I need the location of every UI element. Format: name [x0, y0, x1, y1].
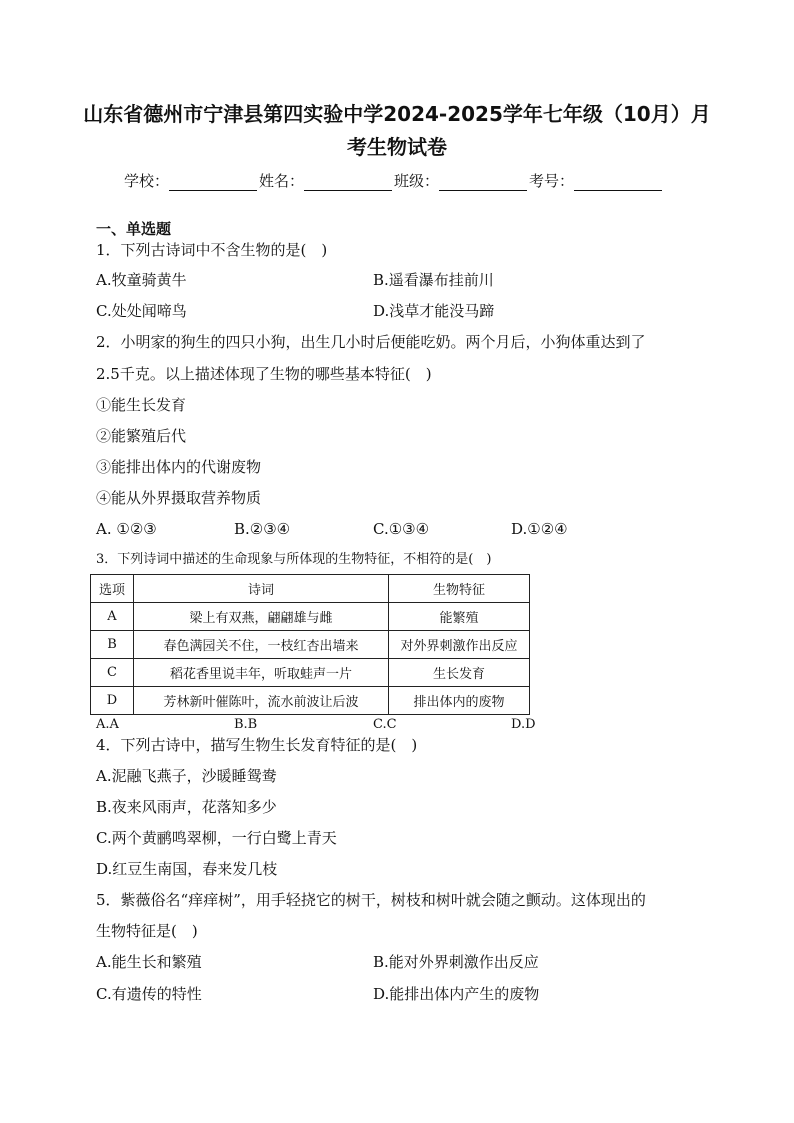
student-info-row [124, 171, 664, 191]
q4-option-c: C.两个黄鹂鸣翠柳，一行白鹭上青天 [96, 829, 337, 847]
table-row [91, 687, 530, 715]
table-cell: 春色满园关不住，一枝红杏出墙来 [134, 631, 389, 659]
table-cell: 梁上有双燕，翩翩雄与雌 [134, 603, 389, 631]
q2-item-3: ③能排出体内的代谢废物 [96, 458, 262, 476]
q3-option-d: D.D [511, 717, 536, 732]
table-cell: 排出体内的废物 [389, 687, 530, 715]
q3-option-b: B.B [234, 717, 258, 732]
section-title: 一、单选题 [96, 220, 172, 238]
exam-title-line2: 考生物试卷 [347, 135, 447, 159]
q2-stem-line2: 2.5千克。以上描述体现了生物的哪些基本特征( ) [96, 365, 432, 383]
q2-item-2: ②能繁殖后代 [96, 427, 187, 445]
table-cell: 芳林新叶催陈叶，流水前波让后波 [134, 687, 389, 715]
q5-option-c: C.有遗传的特性 [96, 985, 202, 1003]
q5-stem-line1: 5．紫薇俗名“痒痒树”，用手轻挠它的树干，树枝和树叶就会随之颤动。这体现出的 [96, 891, 646, 909]
exam-number-blank[interactable] [574, 174, 662, 191]
q3-stem: 3．下列诗词中描述的生命现象与所体现的生物特征，不相符的是( ) [96, 552, 492, 567]
table-cell: 稻花香里说丰年，听取蛙声一片 [134, 659, 389, 687]
q2-option-c: C.①③④ [373, 520, 430, 538]
table-cell: 对外界刺激作出反应 [389, 631, 530, 659]
q2-item-4: ④能从外界摄取营养物质 [96, 489, 262, 507]
q2-option-b: B.②③④ [234, 520, 291, 538]
table-cell: 生长发育 [389, 659, 530, 687]
school-blank[interactable] [169, 174, 257, 191]
q4-option-b: B.夜来风雨声，花落知多少 [96, 798, 277, 816]
q2-stem-line1: 2．小明家的狗生的四只小狗，出生几小时后便能吃奶。两个月后，小狗体重达到了 [96, 333, 646, 351]
q3-option-c: C.C [373, 717, 397, 732]
table-row [91, 631, 530, 659]
q1-option-d: D.浅草才能没马蹄 [373, 302, 495, 320]
q4-stem: 4．下列古诗中，描写生物生长发育特征的是( ) [96, 736, 418, 754]
table-cell: B [91, 631, 134, 659]
table-row [91, 659, 530, 687]
q1-option-c: C.处处闻啼鸟 [96, 302, 187, 320]
table-cell: A [91, 603, 134, 631]
q4-option-a: A.泥融飞燕子，沙暖睡鸳鸯 [96, 767, 277, 785]
q5-option-a: A.能生长和繁殖 [96, 953, 202, 971]
q1-option-a: A.牧童骑黄牛 [96, 271, 187, 289]
q1-option-b: B.遥看瀑布挂前川 [373, 271, 494, 289]
q2-option-d: D.①②④ [511, 520, 568, 538]
class-label: 班级： [394, 172, 440, 190]
name-label: 姓名： [259, 172, 305, 190]
q2-option-a: A. ①②③ [96, 520, 157, 538]
table-header-cell: 选项 [91, 575, 134, 603]
q5-option-d: D.能排出体内产生的废物 [373, 985, 540, 1003]
q2-item-1: ①能生长发育 [96, 396, 187, 414]
school-label: 学校： [124, 172, 170, 190]
q5-option-b: B.能对外界刺激作出反应 [373, 953, 539, 971]
table-row [91, 603, 530, 631]
table-cell: 能繁殖 [389, 603, 530, 631]
name-blank[interactable] [304, 174, 392, 191]
exam-number-label: 考号： [529, 172, 575, 190]
q3-option-a: A.A [96, 717, 119, 732]
table-header-cell: 生物特征 [389, 575, 530, 603]
q5-stem-line2: 生物特征是( ) [96, 922, 198, 940]
table-header-row [91, 575, 530, 603]
q3-table [90, 574, 530, 715]
q4-option-d: D.红豆生南国，春来发几枝 [96, 860, 278, 878]
q1-stem: 1．下列古诗词中不含生物的是( ) [96, 241, 328, 259]
table-cell: D [91, 687, 134, 715]
table-cell: C [91, 659, 134, 687]
class-blank[interactable] [439, 174, 527, 191]
exam-title-line1: 山东省德州市宁津县第四实验中学2024-2025学年七年级（10月）月 [83, 102, 711, 126]
table-header-cell: 诗词 [134, 575, 389, 603]
